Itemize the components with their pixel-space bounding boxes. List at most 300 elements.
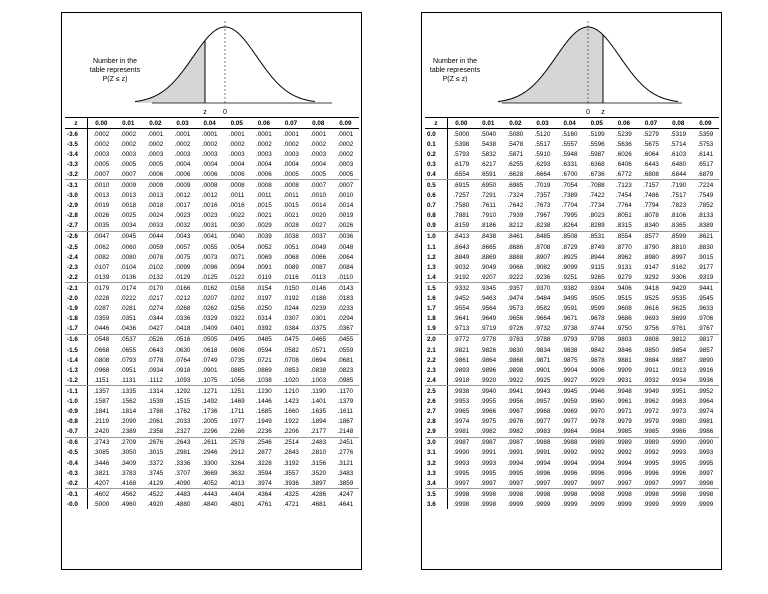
probability-cell: .9463: [480, 295, 497, 303]
probability-cell: .0655: [120, 346, 137, 354]
probability-cell: .3707: [174, 469, 191, 477]
left-note: [80, 57, 150, 84]
probability-cell: .2946: [201, 449, 218, 457]
row-z-value: 2.0: [425, 334, 448, 345]
probability-cell: .0001: [228, 130, 245, 138]
table-row: [65, 129, 359, 140]
probability-cell: .0084: [337, 263, 354, 271]
probability-cell: .9927: [556, 375, 583, 386]
probability-cell: .7257: [453, 192, 470, 200]
table-row: [425, 499, 719, 509]
probability-cell: .0004: [256, 160, 272, 168]
probability-cell: .9916: [697, 366, 714, 374]
probability-cell: .9495: [561, 295, 578, 303]
probability-cell: .2611: [201, 439, 218, 447]
probability-cell: .3336: [174, 459, 191, 467]
probability-cell: .8159: [448, 221, 475, 232]
probability-cell: .0968: [93, 366, 110, 374]
probability-cell: .0004: [310, 160, 327, 168]
probability-cell: .9671: [561, 315, 578, 323]
probability-cell: .0001: [147, 130, 164, 138]
probability-cell: .9948: [616, 387, 632, 395]
row-z-value: -3.4: [65, 149, 88, 159]
probability-cell: .9994: [616, 459, 632, 467]
probability-cell: .0735: [228, 356, 245, 364]
probability-cell: .3446: [93, 459, 110, 467]
probability-cell: .0014: [310, 202, 327, 210]
probability-cell: .9969: [561, 408, 578, 416]
probability-cell: .9987: [453, 439, 470, 447]
probability-cell: .9959: [561, 397, 578, 405]
probability-cell: .0003: [120, 150, 137, 158]
left-table-panel: [61, 12, 362, 570]
probability-cell: .4602: [93, 490, 110, 498]
probability-cell: .0125: [196, 272, 223, 283]
probability-cell: .8133: [697, 212, 714, 220]
probability-cell: .7486: [643, 192, 659, 200]
probability-cell: .9985: [637, 427, 664, 438]
probability-cell: .4522: [147, 490, 164, 498]
probability-cell: .9964: [697, 397, 714, 405]
probability-cell: .8980: [643, 253, 659, 261]
probability-cell: .9957: [534, 397, 551, 405]
probability-cell: .7734: [588, 202, 605, 210]
column-header: 0.00: [88, 118, 115, 129]
probability-cell: .2877: [256, 449, 272, 457]
probability-cell: .9978: [588, 418, 605, 426]
probability-cell: .9996: [588, 469, 605, 477]
probability-cell: .2296: [196, 427, 223, 438]
probability-cell: .0078: [147, 253, 164, 261]
probability-cell: .0681: [337, 356, 354, 364]
table-row: [65, 201, 359, 211]
probability-cell: .8749: [588, 243, 605, 251]
probability-cell: .0559: [337, 346, 354, 354]
probability-cell: .3300: [201, 459, 218, 467]
table-row: [65, 468, 359, 478]
probability-cell: .0023: [201, 212, 218, 220]
probability-cell: .7454: [616, 192, 632, 200]
column-header: 0.02: [502, 118, 529, 129]
probability-cell: .9778: [480, 336, 497, 344]
probability-cell: .0409: [196, 324, 223, 335]
probability-cell: .2546: [256, 439, 272, 447]
probability-cell: .6331: [561, 160, 578, 168]
probability-cell: .9990: [453, 449, 470, 457]
probability-cell: .9994: [588, 459, 605, 467]
probability-cell: .0003: [337, 160, 354, 168]
probability-cell: .1210: [283, 387, 299, 395]
probability-cell: .9999: [697, 500, 714, 508]
probability-cell: .9952: [697, 387, 714, 395]
probability-cell: .0009: [120, 182, 137, 190]
probability-cell: .9608: [616, 305, 632, 313]
probability-cell: .5000: [453, 130, 470, 138]
table-row: [65, 417, 359, 427]
probability-cell: .9998: [616, 490, 632, 498]
table-row: [425, 252, 719, 262]
table-row: [425, 375, 719, 386]
probability-cell: .0001: [310, 130, 327, 138]
probability-cell: .0051: [283, 243, 299, 251]
probability-cell: .4801: [228, 500, 245, 508]
probability-cell: .0107: [93, 263, 110, 271]
probability-cell: .0018: [120, 202, 137, 210]
probability-cell: .0060: [120, 243, 137, 251]
probability-cell: .8023: [588, 212, 605, 220]
probability-cell: .5871: [507, 150, 524, 158]
probability-cell: .0032: [169, 221, 196, 232]
probability-cell: .0179: [93, 284, 110, 292]
row-z-value: 1.9: [425, 324, 448, 335]
probability-cell: .2776: [337, 449, 354, 457]
probability-cell: .0011: [283, 192, 299, 200]
column-header: 0.09: [332, 118, 359, 129]
probability-cell: .7224: [697, 182, 714, 190]
table-row: [425, 458, 719, 468]
probability-cell: .1587: [93, 397, 110, 405]
probability-cell: .9999: [561, 500, 578, 508]
probability-cell: .9932: [637, 375, 664, 386]
table-row: [425, 407, 719, 417]
probability-cell: .0010: [337, 192, 354, 200]
probability-cell: .8413: [453, 233, 470, 241]
probability-cell: .9582: [534, 305, 551, 313]
table-row: [65, 314, 359, 324]
probability-cell: .9871: [534, 356, 551, 364]
probability-cell: .0116: [277, 272, 304, 283]
probability-cell: .0129: [169, 272, 196, 283]
probability-cell: .7324: [507, 192, 524, 200]
table-row: [425, 478, 719, 489]
probability-cell: .9993: [453, 459, 470, 467]
row-z-value: -0.4: [65, 458, 88, 468]
table-row: [65, 334, 359, 345]
probability-cell: .0166: [174, 284, 191, 292]
left-axis-zero-label: 0: [223, 109, 227, 116]
probability-cell: .9798: [588, 336, 605, 344]
probability-cell: .4443: [201, 490, 218, 498]
probability-cell: .8078: [643, 212, 659, 220]
probability-cell: .0418: [169, 324, 196, 335]
probability-cell: .0005: [120, 160, 137, 168]
row-z-value: -2.9: [65, 201, 88, 211]
probability-cell: .0853: [283, 366, 299, 374]
probability-cell: .0401: [223, 324, 250, 335]
table-row: [425, 448, 719, 458]
probability-cell: .0375: [305, 324, 332, 335]
probability-cell: .0003: [201, 150, 218, 158]
probability-cell: .0162: [201, 284, 218, 292]
probability-cell: .2514: [283, 439, 299, 447]
probability-cell: .1131: [115, 375, 142, 386]
probability-cell: .9850: [643, 346, 659, 354]
probability-cell: .1949: [256, 418, 272, 426]
probability-cell: .5239: [616, 130, 632, 138]
probability-cell: .9949: [643, 387, 659, 395]
probability-cell: .0455: [337, 336, 354, 344]
probability-cell: .2451: [337, 439, 354, 447]
probability-cell: .9998: [480, 500, 497, 508]
probability-cell: .1446: [256, 397, 272, 405]
table-row: [65, 386, 359, 397]
probability-cell: .0007: [115, 169, 142, 180]
probability-cell: .0013: [93, 192, 110, 200]
probability-cell: .8531: [588, 233, 605, 241]
probability-cell: .4840: [201, 500, 218, 508]
probability-cell: .6591: [475, 169, 502, 180]
probability-cell: .0013: [120, 192, 137, 200]
probability-cell: .2061: [147, 418, 164, 426]
probability-cell: .0336: [174, 315, 191, 323]
probability-cell: .9997: [556, 478, 583, 489]
probability-cell: .9875: [561, 356, 578, 364]
table-row: [65, 294, 359, 304]
probability-cell: .0017: [174, 202, 191, 210]
probability-cell: .9884: [643, 356, 659, 364]
probability-cell: .7422: [588, 192, 605, 200]
probability-cell: .8944: [588, 253, 605, 261]
probability-cell: .9826: [480, 346, 497, 354]
probability-cell: .0016: [201, 202, 218, 210]
probability-cell: .0548: [93, 336, 110, 344]
probability-cell: .9940: [480, 387, 497, 395]
right-note-line1: Number in the: [433, 58, 477, 65]
probability-cell: .0030: [223, 221, 250, 232]
probability-cell: .9997: [665, 478, 692, 489]
probability-cell: .4207: [88, 478, 115, 489]
probability-cell: .0001: [201, 130, 218, 138]
probability-cell: .9996: [616, 469, 632, 477]
probability-cell: .0043: [174, 233, 191, 241]
probability-cell: .1170: [337, 387, 354, 395]
probability-cell: .2090: [120, 418, 137, 426]
probability-cell: .0002: [120, 140, 137, 148]
probability-cell: .9236: [529, 272, 556, 283]
probability-cell: .0158: [228, 284, 245, 292]
probability-cell: .0009: [174, 182, 191, 190]
probability-cell: .0073: [201, 253, 218, 261]
probability-cell: .4325: [283, 490, 299, 498]
right-note-expr: P(Z ≤ z): [442, 76, 468, 83]
probability-cell: .6517: [697, 160, 714, 168]
row-z-value: 0.5: [425, 180, 448, 191]
probability-cell: .6736: [583, 169, 610, 180]
probability-cell: .8508: [561, 233, 578, 241]
probability-cell: .2676: [147, 439, 164, 447]
probability-cell: .9990: [697, 439, 714, 447]
row-z-value: -0.0: [65, 499, 88, 509]
row-z-value: 0.8: [425, 211, 448, 221]
probability-cell: .0059: [147, 243, 164, 251]
probability-cell: .0007: [88, 169, 115, 180]
probability-cell: .5596: [588, 140, 605, 148]
probability-cell: .9783: [507, 336, 524, 344]
probability-cell: .6103: [670, 150, 687, 158]
probability-cell: .8461: [507, 233, 524, 241]
table-row: [65, 169, 359, 180]
probability-cell: .9965: [453, 408, 470, 416]
probability-cell: .0102: [147, 263, 164, 271]
column-header: 0.07: [277, 118, 304, 129]
row-z-value: -2.6: [65, 231, 88, 242]
probability-cell: .0005: [93, 160, 110, 168]
probability-cell: .9988: [534, 439, 551, 447]
probability-cell: .3669: [201, 469, 218, 477]
row-z-value: -1.8: [65, 314, 88, 324]
left-axis-z-label: z: [203, 109, 207, 116]
probability-cell: .2743: [93, 439, 110, 447]
probability-cell: .7357: [534, 192, 551, 200]
probability-cell: .0019: [93, 202, 110, 210]
table-row: [65, 272, 359, 283]
row-z-value: -2.5: [65, 242, 88, 252]
probability-cell: .5160: [561, 130, 578, 138]
probability-cell: .0918: [174, 366, 191, 374]
probability-cell: .8186: [475, 221, 502, 232]
probability-cell: .9429: [670, 284, 687, 292]
probability-cell: .5793: [453, 150, 470, 158]
column-header: 0.08: [305, 118, 332, 129]
probability-cell: .9999: [643, 500, 659, 508]
table-row: [425, 242, 719, 252]
probability-cell: .0004: [228, 160, 245, 168]
probability-cell: .5832: [480, 150, 497, 158]
table-row: [65, 149, 359, 159]
column-header: 0.04: [556, 118, 583, 129]
probability-cell: .9991: [507, 449, 524, 457]
probability-cell: .8315: [610, 221, 637, 232]
row-z-value: 0.1: [425, 139, 448, 149]
probability-cell: .0022: [228, 212, 245, 220]
probability-cell: .9993: [480, 459, 497, 467]
column-header-z: z: [65, 118, 88, 129]
probability-cell: .1469: [228, 397, 245, 405]
probability-cell: .0015: [256, 202, 272, 210]
probability-cell: .8577: [643, 233, 659, 241]
probability-cell: .0005: [305, 169, 332, 180]
row-z-value: 3.4: [425, 478, 448, 489]
row-z-value: 1.6: [425, 294, 448, 304]
probability-cell: .0014: [337, 202, 354, 210]
probability-cell: .0066: [310, 253, 327, 261]
table-row: [425, 129, 719, 140]
probability-cell: .0582: [283, 346, 299, 354]
probability-cell: .9983: [529, 427, 556, 438]
table-row: [65, 448, 359, 458]
probability-cell: .0003: [93, 150, 110, 158]
probability-cell: .9961: [616, 397, 632, 405]
right-note-line2: table represents: [429, 67, 481, 74]
probability-cell: .9992: [616, 449, 632, 457]
row-z-value: 1.3: [425, 262, 448, 272]
probability-cell: .9535: [670, 295, 687, 303]
probability-cell: .9641: [453, 315, 470, 323]
probability-cell: .0002: [310, 140, 327, 148]
probability-cell: .3859: [332, 478, 359, 489]
probability-cell: .6915: [453, 182, 470, 190]
probability-cell: .5557: [561, 140, 578, 148]
probability-cell: .9099: [561, 263, 578, 271]
table-row: [425, 417, 719, 427]
probability-cell: .2148: [332, 427, 359, 438]
probability-cell: .9998: [561, 490, 578, 498]
probability-cell: .2981: [174, 449, 191, 457]
probability-cell: .0329: [201, 315, 218, 323]
probability-cell: .0838: [310, 366, 327, 374]
probability-cell: .9890: [697, 356, 714, 364]
probability-cell: .0212: [174, 295, 191, 303]
probability-cell: .0075: [174, 253, 191, 261]
probability-cell: .1112: [142, 375, 169, 386]
probability-cell: .8810: [670, 243, 687, 251]
probability-cell: .0256: [228, 305, 245, 313]
probability-cell: .9370: [534, 284, 551, 292]
probability-cell: .9998: [670, 490, 687, 498]
probability-cell: .0028: [277, 221, 304, 232]
probability-cell: .9986: [665, 427, 692, 438]
probability-cell: .0427: [142, 324, 169, 335]
probability-cell: .0011: [256, 192, 272, 200]
row-z-value: 2.4: [425, 375, 448, 386]
probability-cell: .1711: [229, 408, 245, 416]
probability-cell: .9545: [697, 295, 714, 303]
probability-cell: .9977: [534, 418, 551, 426]
probability-cell: .7794: [643, 202, 659, 210]
probability-cell: .0294: [337, 315, 354, 323]
probability-cell: .0901: [201, 366, 218, 374]
probability-cell: .7939: [507, 212, 524, 220]
probability-cell: .0023: [174, 212, 191, 220]
probability-cell: .1685: [256, 408, 272, 416]
probability-cell: .9998: [507, 490, 524, 498]
probability-cell: .0170: [147, 284, 164, 292]
probability-cell: .0068: [283, 253, 299, 261]
probability-cell: .4013: [223, 478, 250, 489]
column-header: 0.05: [223, 118, 250, 129]
row-z-value: 2.2: [425, 355, 448, 365]
probability-cell: .5199: [588, 130, 605, 138]
table-row: [425, 324, 719, 335]
table-row: [65, 180, 359, 191]
probability-cell: .1814: [120, 408, 137, 416]
probability-cell: .1357: [93, 387, 110, 395]
probability-cell: .8925: [561, 253, 578, 261]
row-z-value: -1.3: [65, 365, 88, 375]
probability-cell: .4364: [256, 490, 272, 498]
row-z-value: 1.2: [425, 252, 448, 262]
probability-cell: .9936: [692, 375, 719, 386]
probability-cell: .0026: [332, 221, 359, 232]
probability-cell: .0010: [93, 182, 110, 190]
row-z-value: -3.6: [65, 129, 88, 140]
probability-cell: .9975: [480, 418, 497, 426]
table-row: [65, 231, 359, 242]
probability-cell: .9222: [502, 272, 529, 283]
probability-cell: .2236: [250, 427, 277, 438]
probability-cell: .9994: [507, 459, 524, 467]
probability-cell: .0192: [283, 295, 299, 303]
probability-cell: .9931: [610, 375, 637, 386]
probability-cell: .9817: [697, 336, 714, 344]
column-header: 0.03: [529, 118, 556, 129]
probability-cell: .6554: [448, 169, 475, 180]
probability-cell: .9049: [480, 263, 497, 271]
probability-cell: .9997: [475, 478, 502, 489]
probability-cell: .2843: [283, 449, 299, 457]
row-z-value: 1.4: [425, 272, 448, 283]
probability-cell: .3632: [228, 469, 245, 477]
